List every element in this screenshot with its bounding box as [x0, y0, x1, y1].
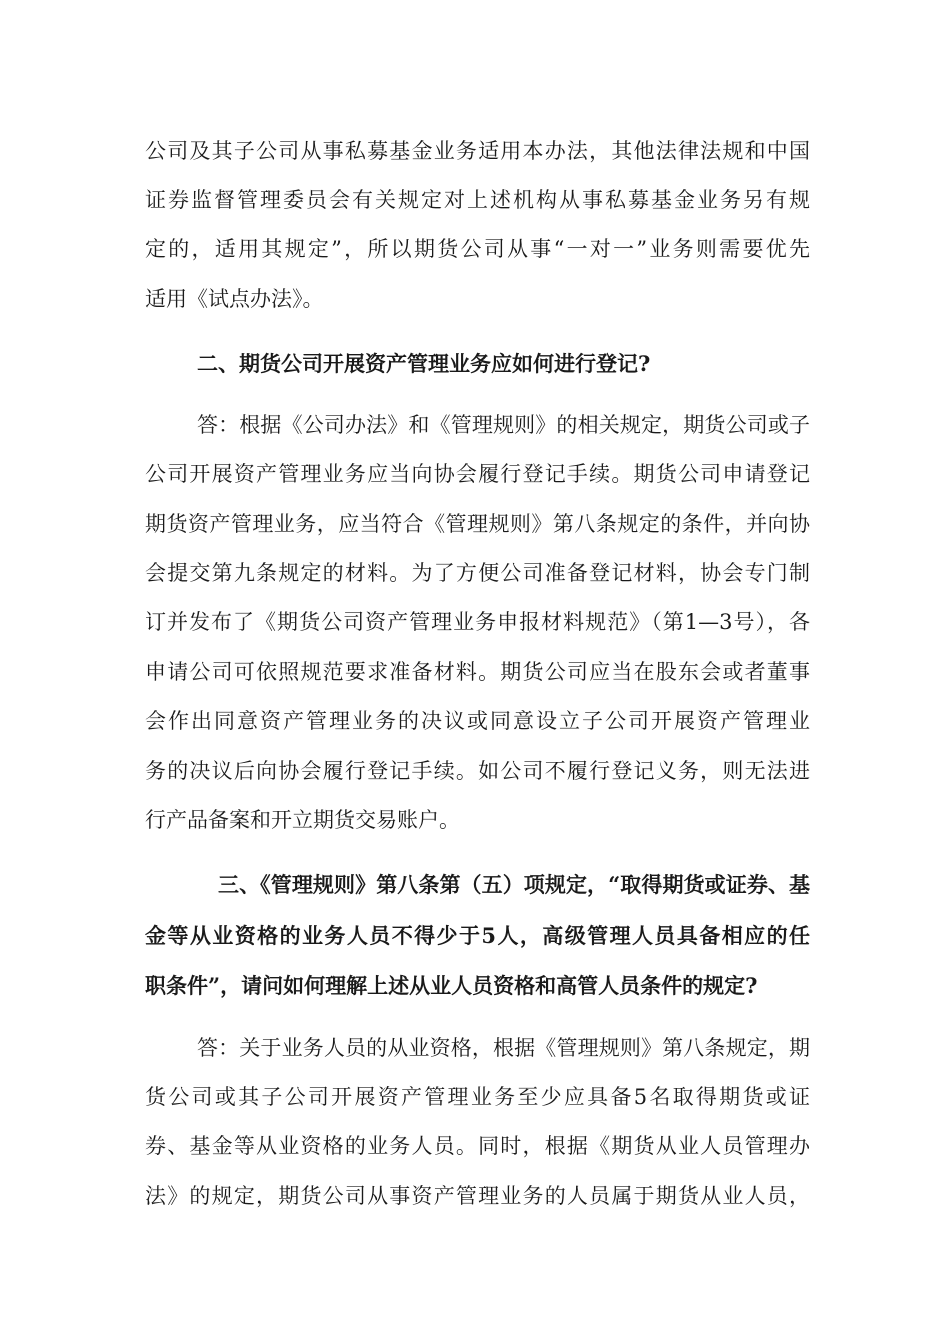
paragraph-1-line-3: 定的，适用其规定”，所以期货公司从事“一对一”业务则需要优先 [145, 237, 810, 261]
answer-2-line-9: 行产品备案和开立期货交易账户。 [145, 808, 460, 832]
answer-2-line-4: 会提交第九条规定的材料。为了方便公司准备登记材料，协会专门制 [145, 561, 810, 585]
answer-2-line-3: 期货资产管理业务，应当符合《管理规则》第八条规定的条件，并向协 [145, 512, 810, 536]
answer-3-line-1: 答：关于业务人员的从业资格，根据《管理规则》第八条规定，期 [197, 1036, 810, 1060]
answer-2-line-5: 订并发布了《期货公司资产管理业务申报材料规范》（第1—3号），各 [145, 610, 810, 634]
answer-3-line-3: 券、基金等从业资格的业务人员。同时，根据《期货从业人员管理办 [145, 1134, 810, 1158]
answer-2-line-7: 会作出同意资产管理业务的决议或同意设立子公司开展资产管理业 [145, 709, 810, 733]
paragraph-1-line-2: 证券监督管理委员会有关规定对上述机构从事私募基金业务另有规 [145, 188, 810, 212]
section-3-heading-line-2: 金等从业资格的业务人员不得少于5人，高级管理人员具备相应的任 [145, 923, 810, 948]
section-3-heading-line-3: 职条件”，请问如何理解上述从业人员资格和高管人员条件的规定? [145, 973, 758, 998]
paragraph-1-line-1: 公司及其子公司从事私募基金业务适用本办法，其他法律法规和中国 [145, 139, 810, 163]
answer-2-line-2: 公司开展资产管理业务应当向协会履行登记手续。期货公司申请登记 [145, 462, 810, 486]
section-3-heading-line-1: 三、《管理规则》第八条第（五）项规定，“取得期货或证券、基 [218, 872, 810, 897]
answer-3-line-4: 法》的规定，期货公司从事资产管理业务的人员属于期货从业人员， [145, 1184, 810, 1208]
paragraph-1-line-4: 适用《试点办法》。 [145, 287, 324, 311]
answer-2-line-8: 务的决议后向协会履行登记手续。如公司不履行登记义务，则无法进 [145, 759, 810, 783]
answer-2-line-1: 答：根据《公司办法》和《管理规则》的相关规定，期货公司或子 [197, 413, 810, 437]
answer-3-line-2: 货公司或其子公司开展资产管理业务至少应具备5名取得期货或证 [145, 1085, 810, 1109]
section-2-heading: 二、期货公司开展资产管理业务应如何进行登记? [197, 351, 651, 376]
answer-2-line-6: 申请公司可依照规范要求准备材料。期货公司应当在股东会或者董事 [145, 660, 810, 684]
